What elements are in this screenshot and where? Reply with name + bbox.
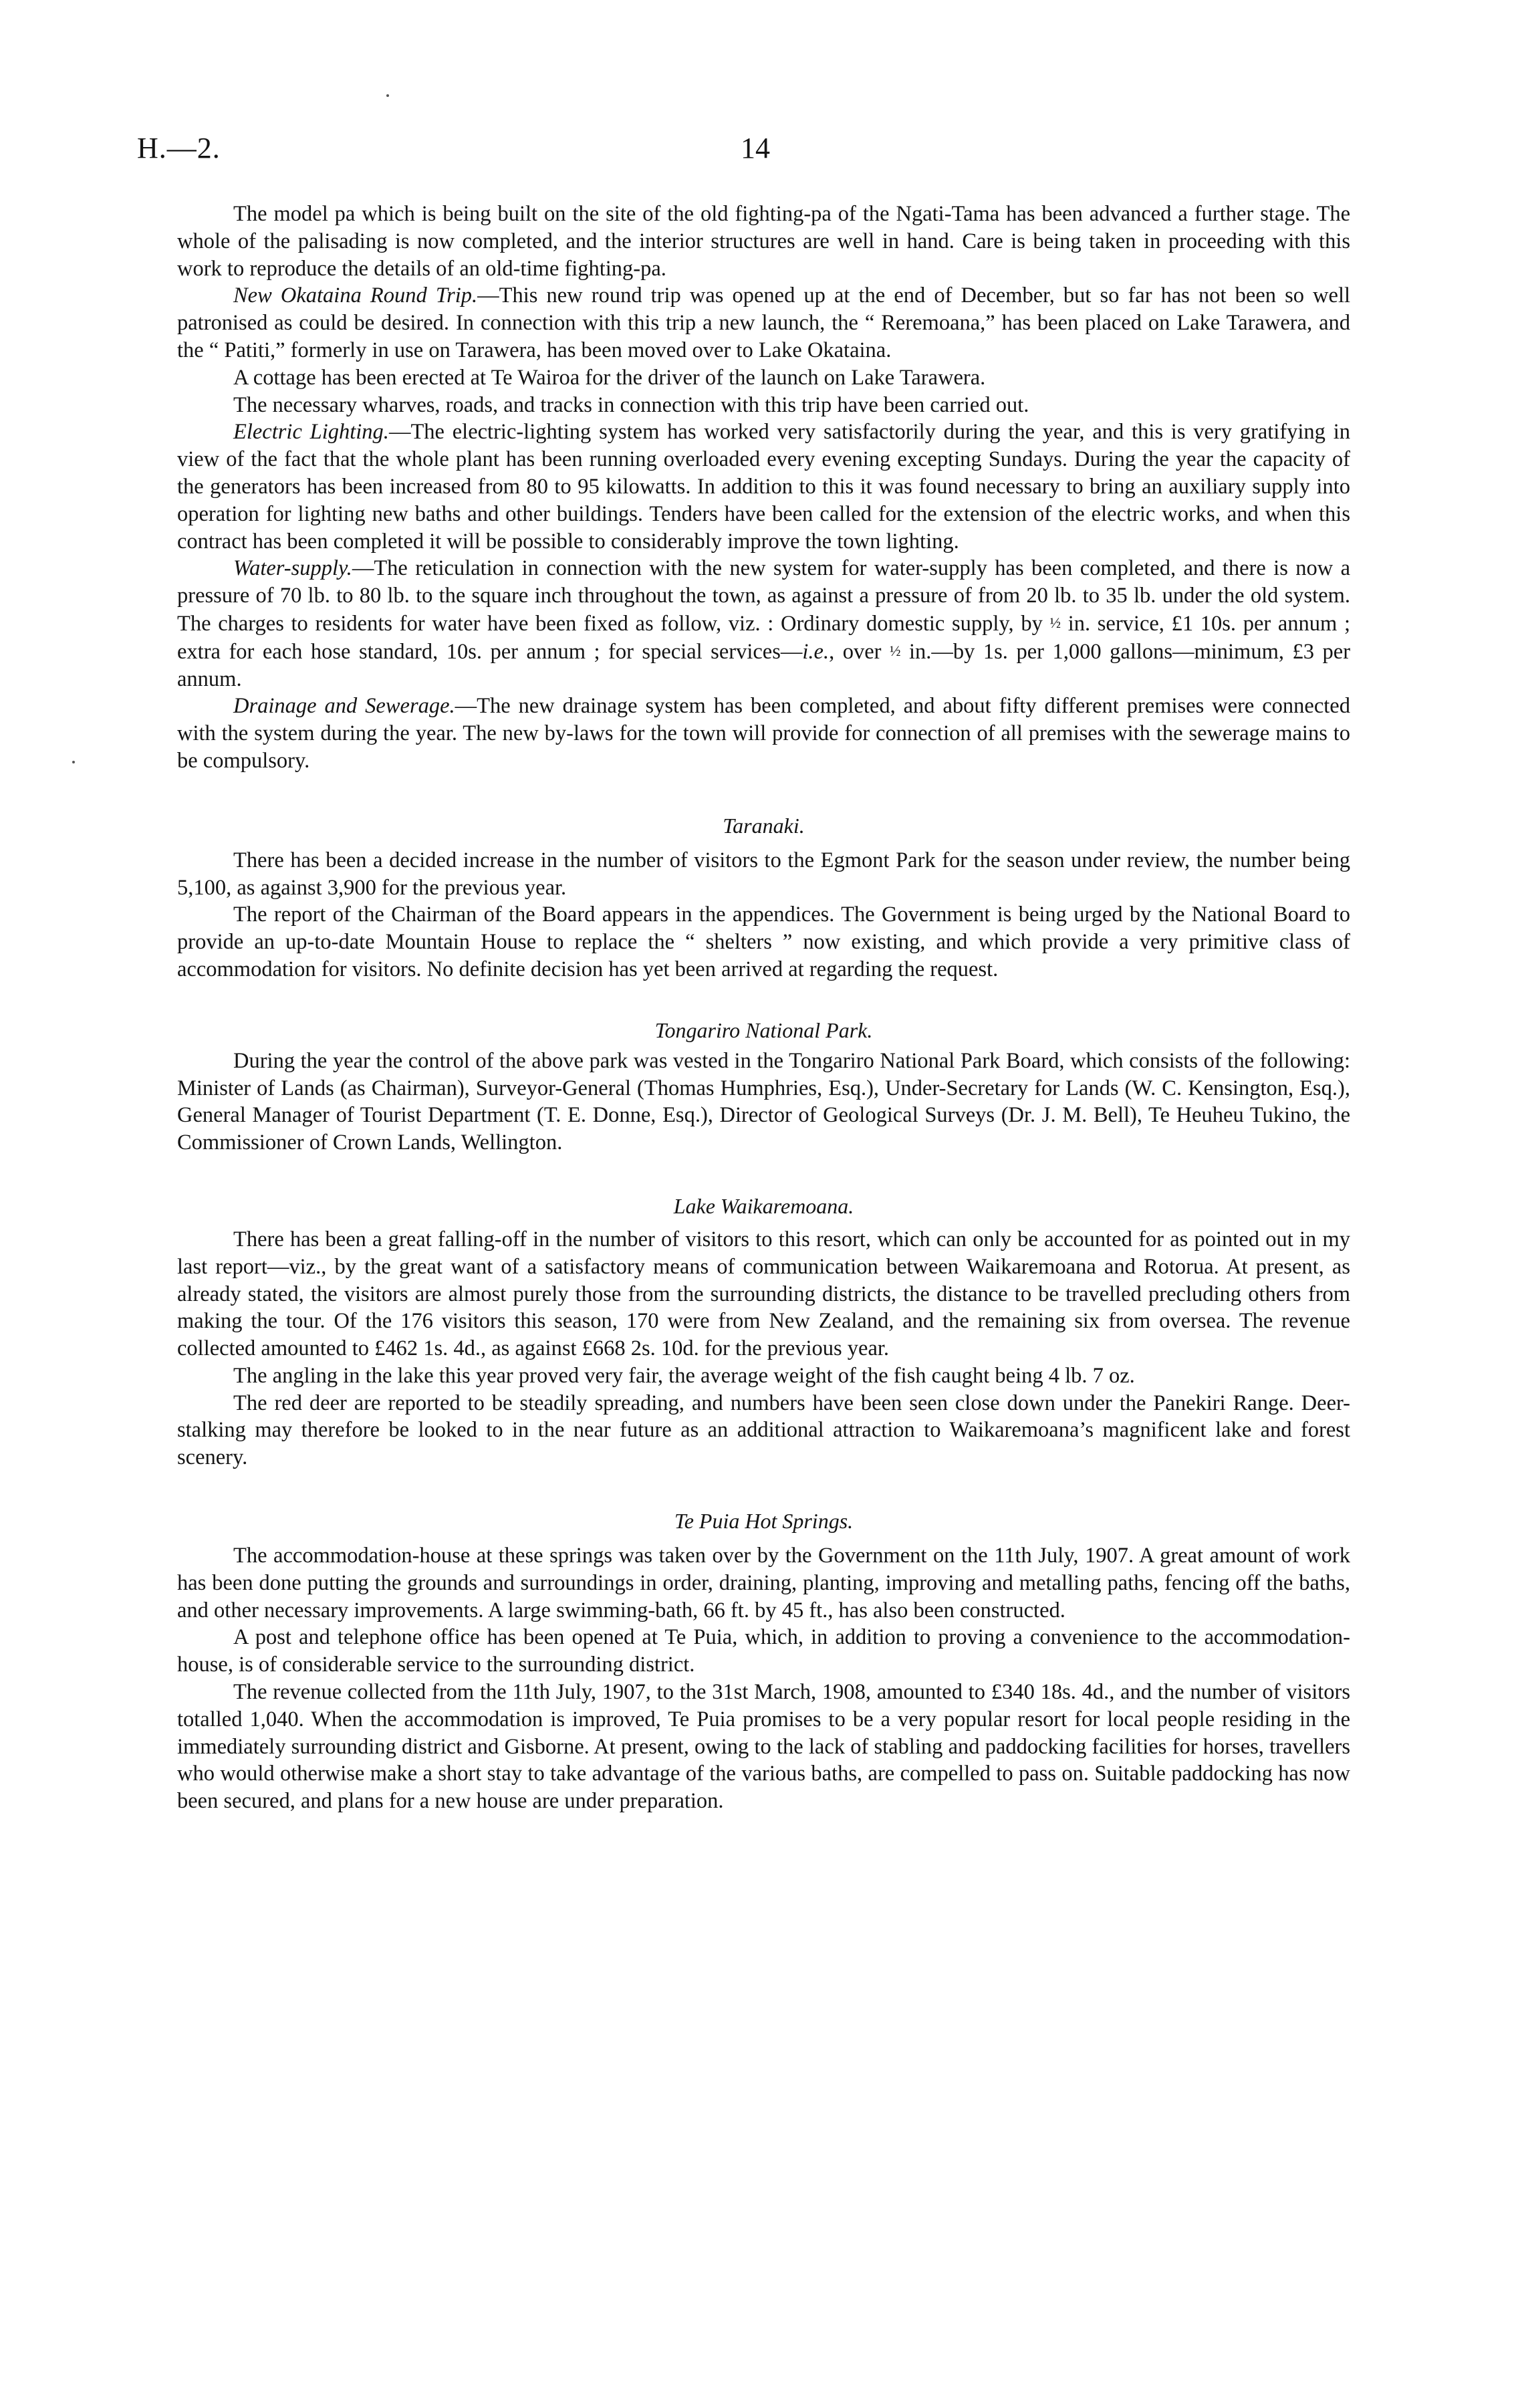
half-fraction: ½ [1049,614,1061,631]
paragraph-water-supply [177,555,1350,693]
water-lead: Water-supply. [233,556,352,581]
report-code: H.—2. [137,132,221,164]
okataina-text: —This new round trip was opened up at the end of December, but so far has not been so well patronised as could be desired. In connection with this trip a new launch, the “ Reremoana,” has been placed on Lake Tarawera, and the “ Patiti,” formerly in use on Tarawera, has been moved over to Lake Okataina. [177,283,1350,362]
paragraph-waikaremoana-angling: The angling in the lake this year proved very fair, the average weight of the fish caught being 4 lb. 7 oz. [233,1363,1135,1388]
paragraph-taranaki-visitors: There has been a decided increase in the number of visitors to the Egmont Park for the season under review, the number being 5,100, as against 3,900 for the previous year. [177,848,1350,900]
heading-taranaki: Taranaki. [723,813,805,838]
paragraph-model-pa: The model pa which is being built on the site of the old fighting-pa of the Ngati-Tama has been advanced a further stage. The whole of the palisading is now completed, and the interior structures are well in hand. Care is being taken in proceeding with this work to reproduce the details of an old-time fighting-pa. [177,202,1350,281]
speck [386,94,389,97]
electric-text: —The electric-lighting system has worked very satisfactorily during the year, and this is very gratifying in view of the fact that the whole plant has been running overloaded every evening excepting Sundays. During the year the capacity of the generators has been increased from 80 to 95 kilowatts. In addition to this it was found necessary to bring an auxiliary supply into operation for lighting new baths and other buildings. Tenders have been called for the extension of the electric works, and when this contract has been completed it will be possible to considerably improve the town lighting. [177,420,1350,554]
page-body [177,201,1350,1815]
page-number: 14 [741,132,770,164]
heading-tongariro: Tongariro National Park. [654,1017,873,1042]
heading-te-puia: Te Puia Hot Springs. [674,1509,854,1534]
water-ie: i.e. [802,639,830,664]
water-text-1: —The reticulation in connection with the new system for water-supply has been completed, and there is now a pressure of 70 lb. to 80 lb. to the square inch throughout the town, as against a pressure of from 20 lb. to 35 lb. under the old system. The charges to residents for water have been fixed as follow, viz. : Ordinary domestic supply, by [177,556,1350,636]
paragraph-taranaki-report: The report of the Chairman of the Board appears in the appendices. The Government is being urged by the National Board to provide an up-to-date Mountain House to replace the “ shelters ” now existing, and which provide a very primitive class of accommodation for visitors. No definite decision has yet been arrived at regarding the request. [177,902,1350,981]
paragraph-okataina [177,282,1350,364]
drainage-text: —The new drainage system has been completed, and about fifty different premises were connected with the system during the year. The new by-laws for the town will provide for connection of all premises with the sewerage mains to be compulsory. [177,694,1350,773]
paragraph-te-puia-post-office: A post and telephone office has been opened at Te Puia, which, in addition to proving a convenience to the accommodation-house, is of considerable service to the surrounding district. [177,1625,1350,1677]
paragraph-cottage: A cottage has been erected at Te Wairoa for the driver of the launch on Lake Tarawera. [233,365,986,390]
paragraph-tongariro: During the year the control of the above park was vested in the Tongariro National Park Board, which consists of the following: Minister of Lands (as Chairman), Surveyor-General (Thomas Humphries, Esq.), Under-Secretary for Lands (W. C. Kensington, Esq.), General Manager of Tourist Department (T. E. Donne, Esq.), Director of Geological Surveys (Dr. J. M. Bell), Te Heuheu Tukino, the Commissioner of Crown Lands, Wellington. [177,1048,1350,1155]
water-text-4: in.—by 1s. per 1,000 gallons—minimum, £3 per annum. [177,639,1351,691]
paragraph-electric-lighting [177,418,1350,555]
electric-lead: Electric Lighting. [233,420,389,445]
water-text-2: in. service, £1 10s. per annum ; extra for each hose standard, 10s. per annum ; for special services— [177,611,1351,664]
paragraph-te-puia-revenue: The revenue collected from the 11th July, 1907, to the 31st March, 1908, amounted to £340 18s. 4d., and the number of visitors totalled 1,040. When the accommodation is improved, Te Puia promises to be a very popular resort for local people residing in the immediately surrounding district and Gisborne. At present, owing to the lack of stabling and paddocking facilities for horses, travellers who would otherwise make a short stay to take advantage of the various baths, are compelled to pass on. Suitable paddocking has now been secured, and plans for a new house are under preparation. [177,1680,1350,1814]
paragraph-drainage [177,693,1350,774]
heading-waikaremoana: Lake Waikaremoana. [673,1193,854,1218]
drainage-lead: Drainage and Sewerage. [233,694,455,719]
paragraph-te-puia-house: The accommodation-house at these springs was taken over by the Government on the 11th July, 1907. A great amount of work has been done putting the grounds and surroundings in order, draining, planting, improving and metalling paths, fencing off the baths, and other necessary improvements. A large swimming-bath, 66 ft. by 45 ft., has also been constructed. [177,1544,1350,1622]
paragraph-wharves: The necessary wharves, roads, and tracks in connection with this trip have been carried out. [233,392,1029,417]
okataina-lead: New Okataina Round Trip. [233,283,478,308]
speck [72,761,75,763]
paragraph-waikaremoana-deer: The red deer are reported to be steadily spreading, and numbers have been seen close down under the Panekiri Range. Deer-stalking may therefore be looked to in the near future as an additional attraction to Waikaremoana’s magnificent lake and forest scenery. [177,1391,1350,1470]
water-text-3: , over [829,639,890,664]
paragraph-waikaremoana-visitors: There has been a great falling-off in the number of visitors to this resort, which can only be accounted for as pointed out in my last report—viz., by the great want of a satisfactory means of communication between Waikaremoana and Rotorua. At present, as already stated, the visitors are almost purely those from the surrounding districts, the distance to be travelled precluding others from making the tour. Of the 176 visitors this season, 170 were from New Zealand, and the remaining six from oversea. The revenue collected amounted to £462 1s. 4d., as against £668 2s. 10d. for the previous year. [177,1227,1350,1361]
half-fraction: ½ [889,642,901,659]
